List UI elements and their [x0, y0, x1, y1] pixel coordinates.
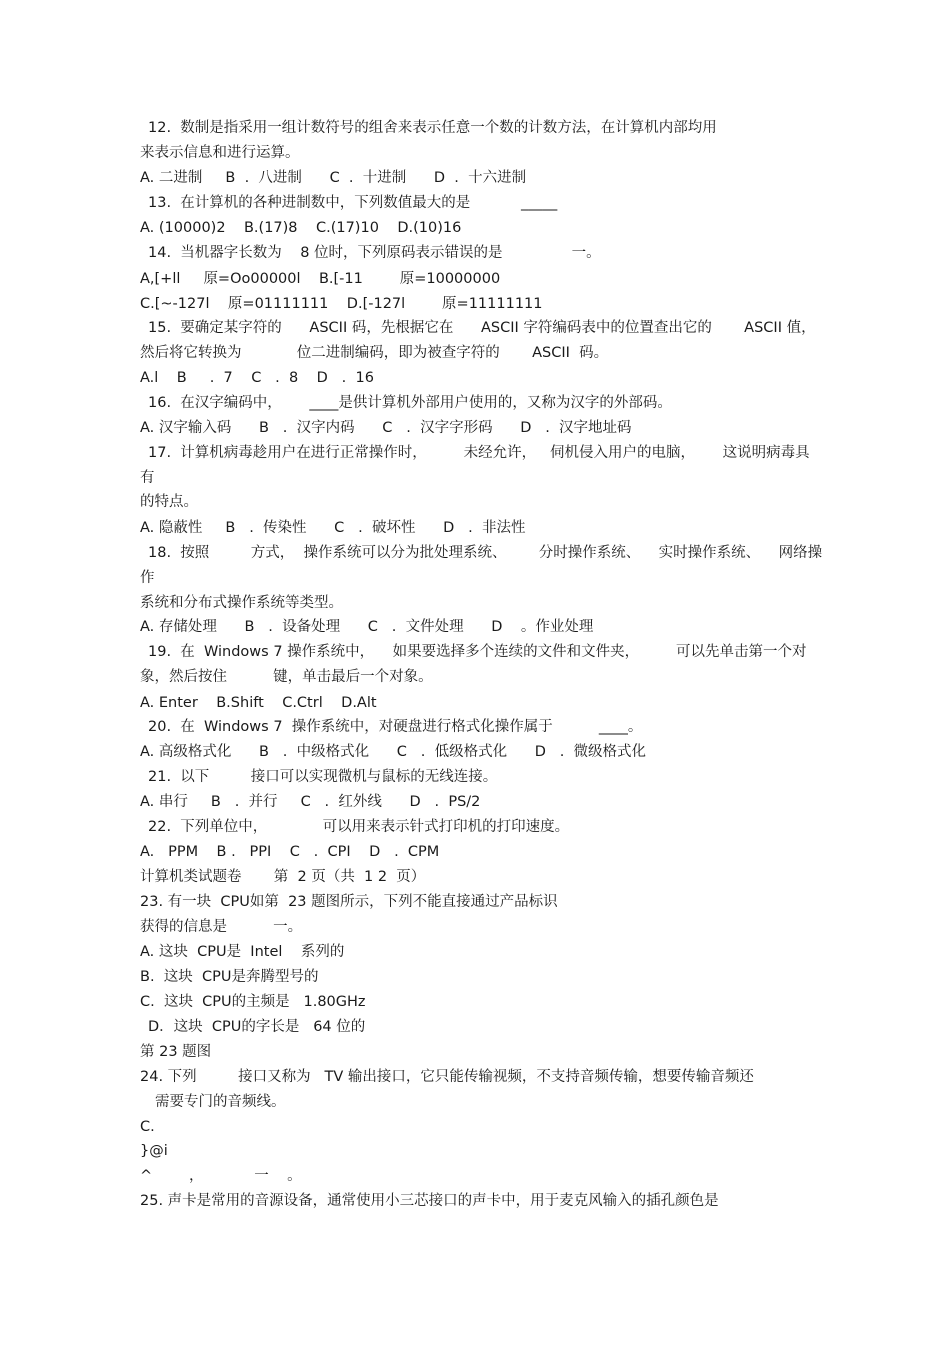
q23-option-c: C. 这块 CPU的主频是 1.80GHz — [140, 994, 366, 1010]
q17-stem-line1: 17. 计算机病毒趁用户在进行正常操作时， 未经允许， 伺机侵入用户的电脑， 这说明病毒具 — [148, 445, 810, 461]
q21-options: A. 串行 B . 并行 C . 红外线 D . PS/2 — [140, 794, 481, 810]
q16-stem: 16. 在汉字编码中， ____是供计算机外部用户使用的，又称为汉字的外部码。 — [148, 395, 672, 411]
q19-stem-line2: 象，然后按住 键，单击最后一个对象。 — [140, 669, 433, 685]
q15-stem-line1: 15. 要确定某字符的 ASCII 码，先根据它在 ASCII 字符编码表中的位置查出它的 ASCII 值， — [148, 320, 816, 336]
q19-stem-line1: 19. 在 Windows 7 操作系统中， 如果要选择多个连续的文件和文件夹， 可以先单击第一个对 — [148, 644, 807, 660]
q25-stem: 25. 声卡是常用的音源设备，通常使用小三芯接口的声卡中，用于麦克风输入的插孔颜色是 — [140, 1193, 719, 1209]
q17-stem-line3: 的特点。 — [140, 494, 198, 510]
q14-stem: 14. 当机器字长数为 8 位时，下列原码表示错误的是 一。 — [148, 245, 601, 261]
q12-stem-line2: 来表示信息和进行运算。 — [140, 145, 300, 161]
q13-stem: 13. 在计算机的各种进制数中，下列数值最大的是 _____ — [148, 195, 558, 211]
q23-stem-line2: 获得的信息是 一。 — [140, 919, 303, 935]
q17-stem-line2: 有 — [140, 470, 155, 486]
q24-stem-line1: 24. 下列 接口又称为 TV 输出接口，它只能传输视频，不支持音频传输，想要传输音频还 — [140, 1069, 754, 1085]
q14-options-ab: A,[+ll 原=Oo00000l B.[-11 原=10000000 — [140, 271, 501, 287]
q18-stem-line1: 18. 按照 方式， 操作系统可以分为批处理系统、 分时操作系统、 实时操作系统、 网络操 — [148, 545, 823, 561]
q14-options-cd: C.[~-127l 原=01111111 D.[-127l 原=11111111 — [140, 296, 543, 312]
page-footer: 计算机类试题卷 第 2 页（共 1 2 页） — [140, 869, 426, 885]
q22-stem: 22. 下列单位中， 可以用来表示针式打印机的打印速度。 — [148, 819, 570, 835]
q17-options: A. 隐蔽性 B . 传染性 C . 破坏性 D . 非法性 — [140, 520, 526, 536]
q20-options: A. 高级格式化 B . 中级格式化 C . 低级格式化 D . 微级格式化 — [140, 744, 647, 760]
q12-stem-line1: 12. 数制是指采用一组计数符号的组舍来表示任意一个数的计数方法，在计算机内部均用 — [148, 120, 717, 136]
q23-option-d: D．这块 CPU的字长是 64 位的 — [148, 1019, 366, 1035]
q15-stem-line2: 然后将它转换为 位二进制编码，即为被查字符的 ASCII 码。 — [140, 345, 609, 361]
q18-stem-line3: 系统和分布式操作系统等类型。 — [140, 595, 343, 611]
q18-options: A. 存储处理 B . 设备处理 C . 文件处理 D 。作业处理 — [140, 619, 594, 635]
q23-option-a: A. 这块 CPU是 Intel 系列的 — [140, 944, 345, 960]
q24-fragment-ocr: }@i — [140, 1143, 168, 1159]
q19-options: A. Enter B.Shift C.Ctrl D.Alt — [140, 695, 377, 711]
q21-stem: 21. 以下 接口可以实现微机与鼠标的无线连接。 — [148, 769, 498, 785]
q24-fragment-c: C. — [140, 1119, 155, 1135]
q24-fragment-blank: ^ ， 一 。 — [140, 1168, 302, 1184]
q24-stem-line2: 需要专门的音频线。 — [155, 1094, 286, 1110]
q23-figure-caption: 第 23 题图 — [140, 1044, 212, 1060]
q20-stem: 20. 在 Windows 7 操作系统中，对硬盘进行格式化操作属于 ____。 — [148, 719, 643, 735]
q23-stem-line1: 23. 有一块 CPU如第 23 题图所示，下列不能直接通过产品标识 — [140, 894, 558, 910]
q22-options: A. PPM B . PPI C . CPI D . CPM — [140, 844, 440, 860]
q18-stem-line2: 作 — [140, 570, 155, 586]
q16-options: A. 汉字输入码 B . 汉字内码 C . 汉字字形码 D . 汉字地址码 — [140, 420, 632, 436]
q12-options: A. 二进制 B . 八进制 C . 十进制 D . 十六进制 — [140, 170, 527, 186]
q13-options: A. (10000)2 B.(17)8 C.(17)10 D.(10)16 — [140, 220, 462, 236]
q23-option-b: B. 这块 CPU是奔腾型号的 — [140, 969, 319, 985]
q15-options: A.l B . 7 C . 8 D . 16 — [140, 370, 374, 386]
